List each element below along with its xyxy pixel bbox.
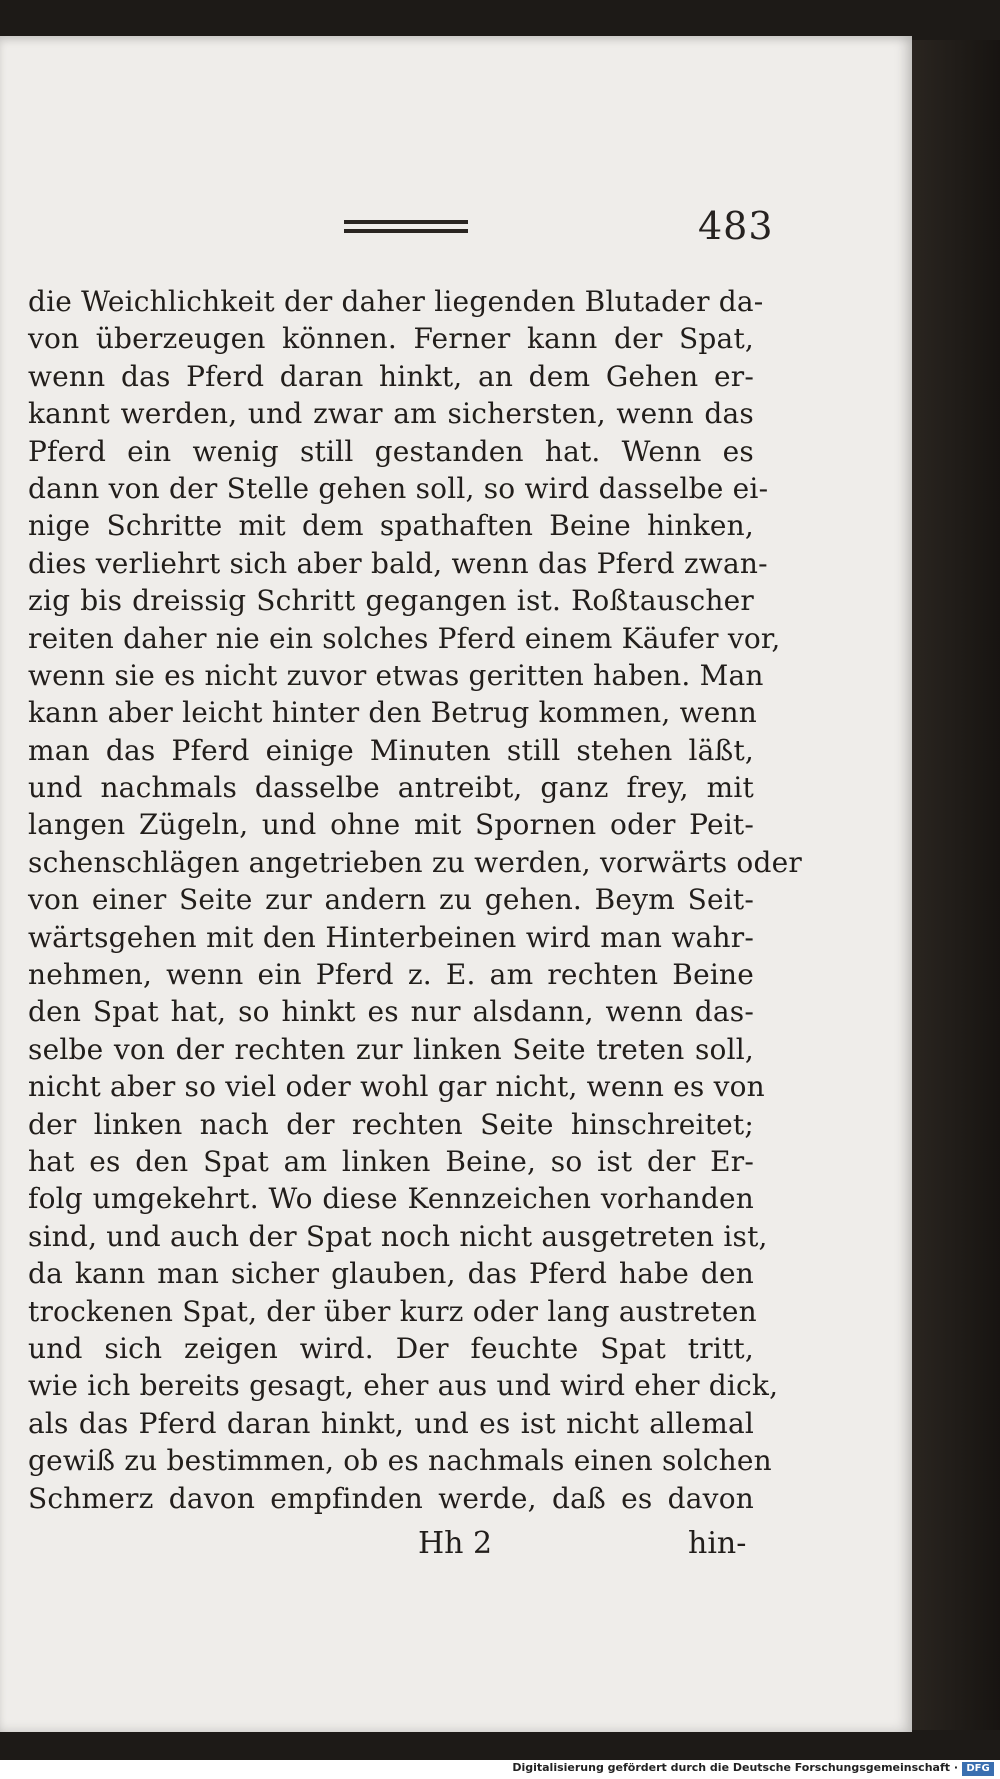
text-line: die Weichlichkeit der daher liegenden Blutader da‐ (28, 285, 764, 318)
text-line: Pferd ein wenig still gestanden hat. Wenn es (28, 434, 754, 468)
text-line: wenn das Pferd daran hinkt, an dem Gehen er‐ (28, 359, 754, 393)
text-line: selbe von der rechten zur linken Seite treten soll, (28, 1032, 754, 1066)
text-line: sind, und auch der Spat noch nicht ausgetreten ist, (28, 1219, 768, 1253)
text-line: wenn sie es nicht zuvor etwas geritten haben. Man (28, 658, 764, 692)
body-text (28, 283, 802, 1517)
text-line: schenschlägen angetrieben zu werden, vorwärts oder (28, 845, 802, 879)
page-number: 483 (698, 204, 774, 248)
text-line: kannt werden, und zwar am sichersten, wenn das (28, 397, 754, 431)
text-line: dann von der Stelle gehen soll, so wird dasselbe ei‐ (28, 471, 769, 505)
catchword: hin‐ (688, 1526, 747, 1561)
text-line: von überzeugen können. Ferner kann der Spat, (28, 322, 754, 356)
page-edge-shadow (912, 40, 1000, 1730)
text-line: nehmen, wenn ein Pferd z. E. am rechten Beine (28, 958, 754, 992)
text-line: wie ich bereits gesagt, eher aus und wird eher dick, (28, 1369, 779, 1403)
text-line: man das Pferd einige Minuten still stehen läßt, (28, 733, 754, 767)
text-line: zig bis dreissig Schritt gegangen ist. Roßtauscher (28, 584, 754, 618)
text-line: der linken nach der rechten Seite hinschreitet; (28, 1107, 754, 1141)
header-ornament (344, 220, 468, 234)
text-line: folg umgekehrt. Wo diese Kennzeichen vorhanden (28, 1182, 754, 1216)
text-line: und nachmals dasselbe antreibt, ganz frey, mit (28, 771, 754, 805)
text-line: trockenen Spat, der über kurz oder lang austreten (28, 1294, 757, 1328)
text-line: nicht aber so viel oder wohl gar nicht, wenn es von (28, 1070, 765, 1104)
text-line: kann aber leicht hinter den Betrug kommen, wenn (28, 696, 757, 730)
text-line: von einer Seite zur andern zu gehen. Beym Seit‐ (28, 883, 754, 917)
text-line: Schmerz davon empfinden werde, daß es davon (28, 1481, 754, 1515)
text-line: reiten daher nie ein solches Pferd einem Käufer vor, (28, 621, 781, 655)
text-line: gewiß zu bestimmen, ob es nachmals einen solchen (28, 1444, 772, 1478)
text-line: da kann man sicher glauben, das Pferd habe den (28, 1257, 754, 1291)
dfg-logo: DFG (962, 1762, 994, 1776)
text-line: als das Pferd daran hinkt, und es ist nicht allemal (28, 1406, 754, 1440)
text-line: und sich zeigen wird. Der feuchte Spat tritt, (28, 1331, 754, 1365)
printer-signature-mark: Hh 2 (418, 1526, 493, 1561)
text-line: den Spat hat, so hinkt es nur alsdann, wenn das‐ (28, 995, 754, 1029)
text-line: dies verliehrt sich aber bald, wenn das Pferd zwan‐ (28, 546, 768, 580)
text-line: hat es den Spat am linken Beine, so ist der Er‐ (28, 1144, 754, 1178)
digitization-credit: Digitalisierung gefördert durch die Deutsche Forschungsgemeinschaft · (512, 1761, 958, 1774)
text-line: langen Zügeln, und ohne mit Spornen oder Peit‐ (28, 808, 754, 842)
text-line: wärtsgehen mit den Hinterbeinen wird man wahr‐ (28, 920, 754, 954)
book-page (0, 36, 912, 1732)
text-line: nige Schritte mit dem spathaften Beine hinken, (28, 509, 754, 543)
